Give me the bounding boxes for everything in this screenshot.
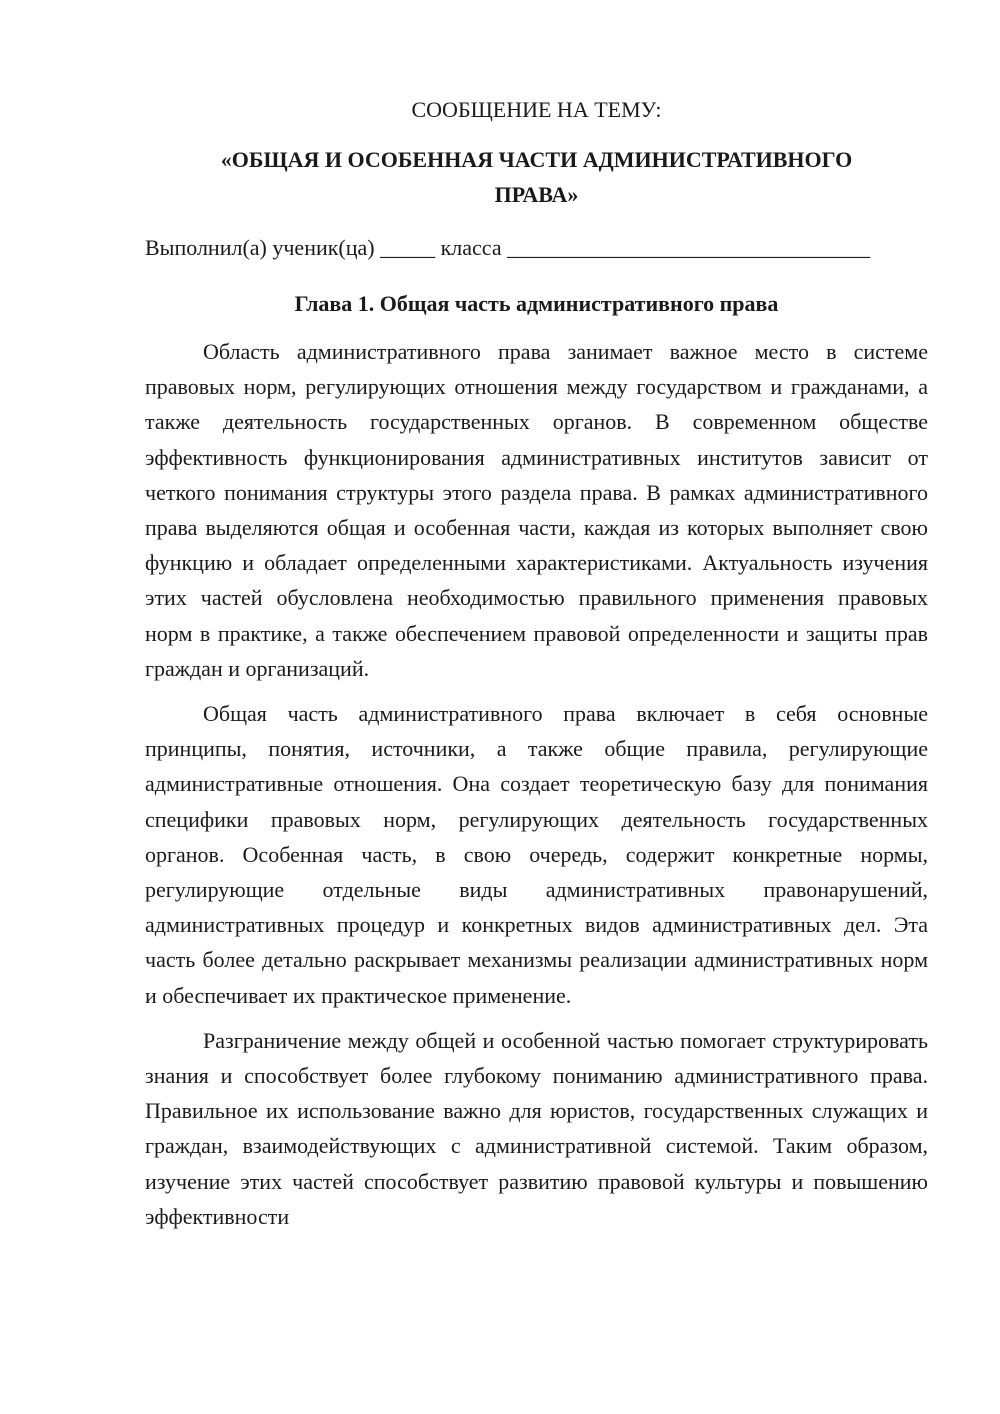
paragraph-2: Общая часть административного права включает в себя основные принципы, понятия, источники, а также общие правила, регулирующие административные отношения. Она создает теоретическую базу для понимания специфики правовых норм, регулирующих деятельность государственных органов. Особенная часть, в свою очередь, содержит конкретные нормы, регулирующие отдельные виды административных правонарушений, административных процедур и конкретных видов административных дел. Эта часть более детально раскрывает механизмы реализации административных норм и обеспечивает их практическое применение. — [145, 701, 928, 1008]
body-text — [145, 334, 928, 1244]
paragraph-3: Разграничение между общей и особенной частью помогает структурировать знания и способствует более глубокому пониманию административного права. Правильное их использование важно для юристов, государственных служащих и граждан, взаимодействующих с административной системой. Таким образом, изучение этих частей способствует развитию правовой культуры и повышению эффективности — [145, 1027, 928, 1229]
chapter-heading: Глава 1. Общая часть административного права — [294, 291, 779, 316]
student-info-line: Выполнил(а) ученик(ца) _____ класса _________________________________ — [145, 235, 871, 260]
document-title: «ОБЩАЯ И ОСОБЕННАЯ ЧАСТИ АДМИНИСТРАТИВНОГО ПРАВА» — [220, 147, 853, 207]
paragraph-1: Область административного права занимает важное место в системе правовых норм, регулирующих отношения между государством и гражданами, а также деятельность государственных органов. В современном обществе эффективность функционирования административных институтов зависит от четкого понимания структуры этого раздела права. В рамках административного права выделяются общая и особенная части, каждая из которых выполняет свою функцию и обладает определенными характеристиками. Актуальность изучения этих частей обусловлена необходимостью правильного применения правовых норм в практике, а также обеспечением правовой определенности и защиты прав граждан и организаций. — [145, 339, 928, 681]
subject-line: СООБЩЕНИЕ НА ТЕМУ: — [411, 97, 662, 122]
